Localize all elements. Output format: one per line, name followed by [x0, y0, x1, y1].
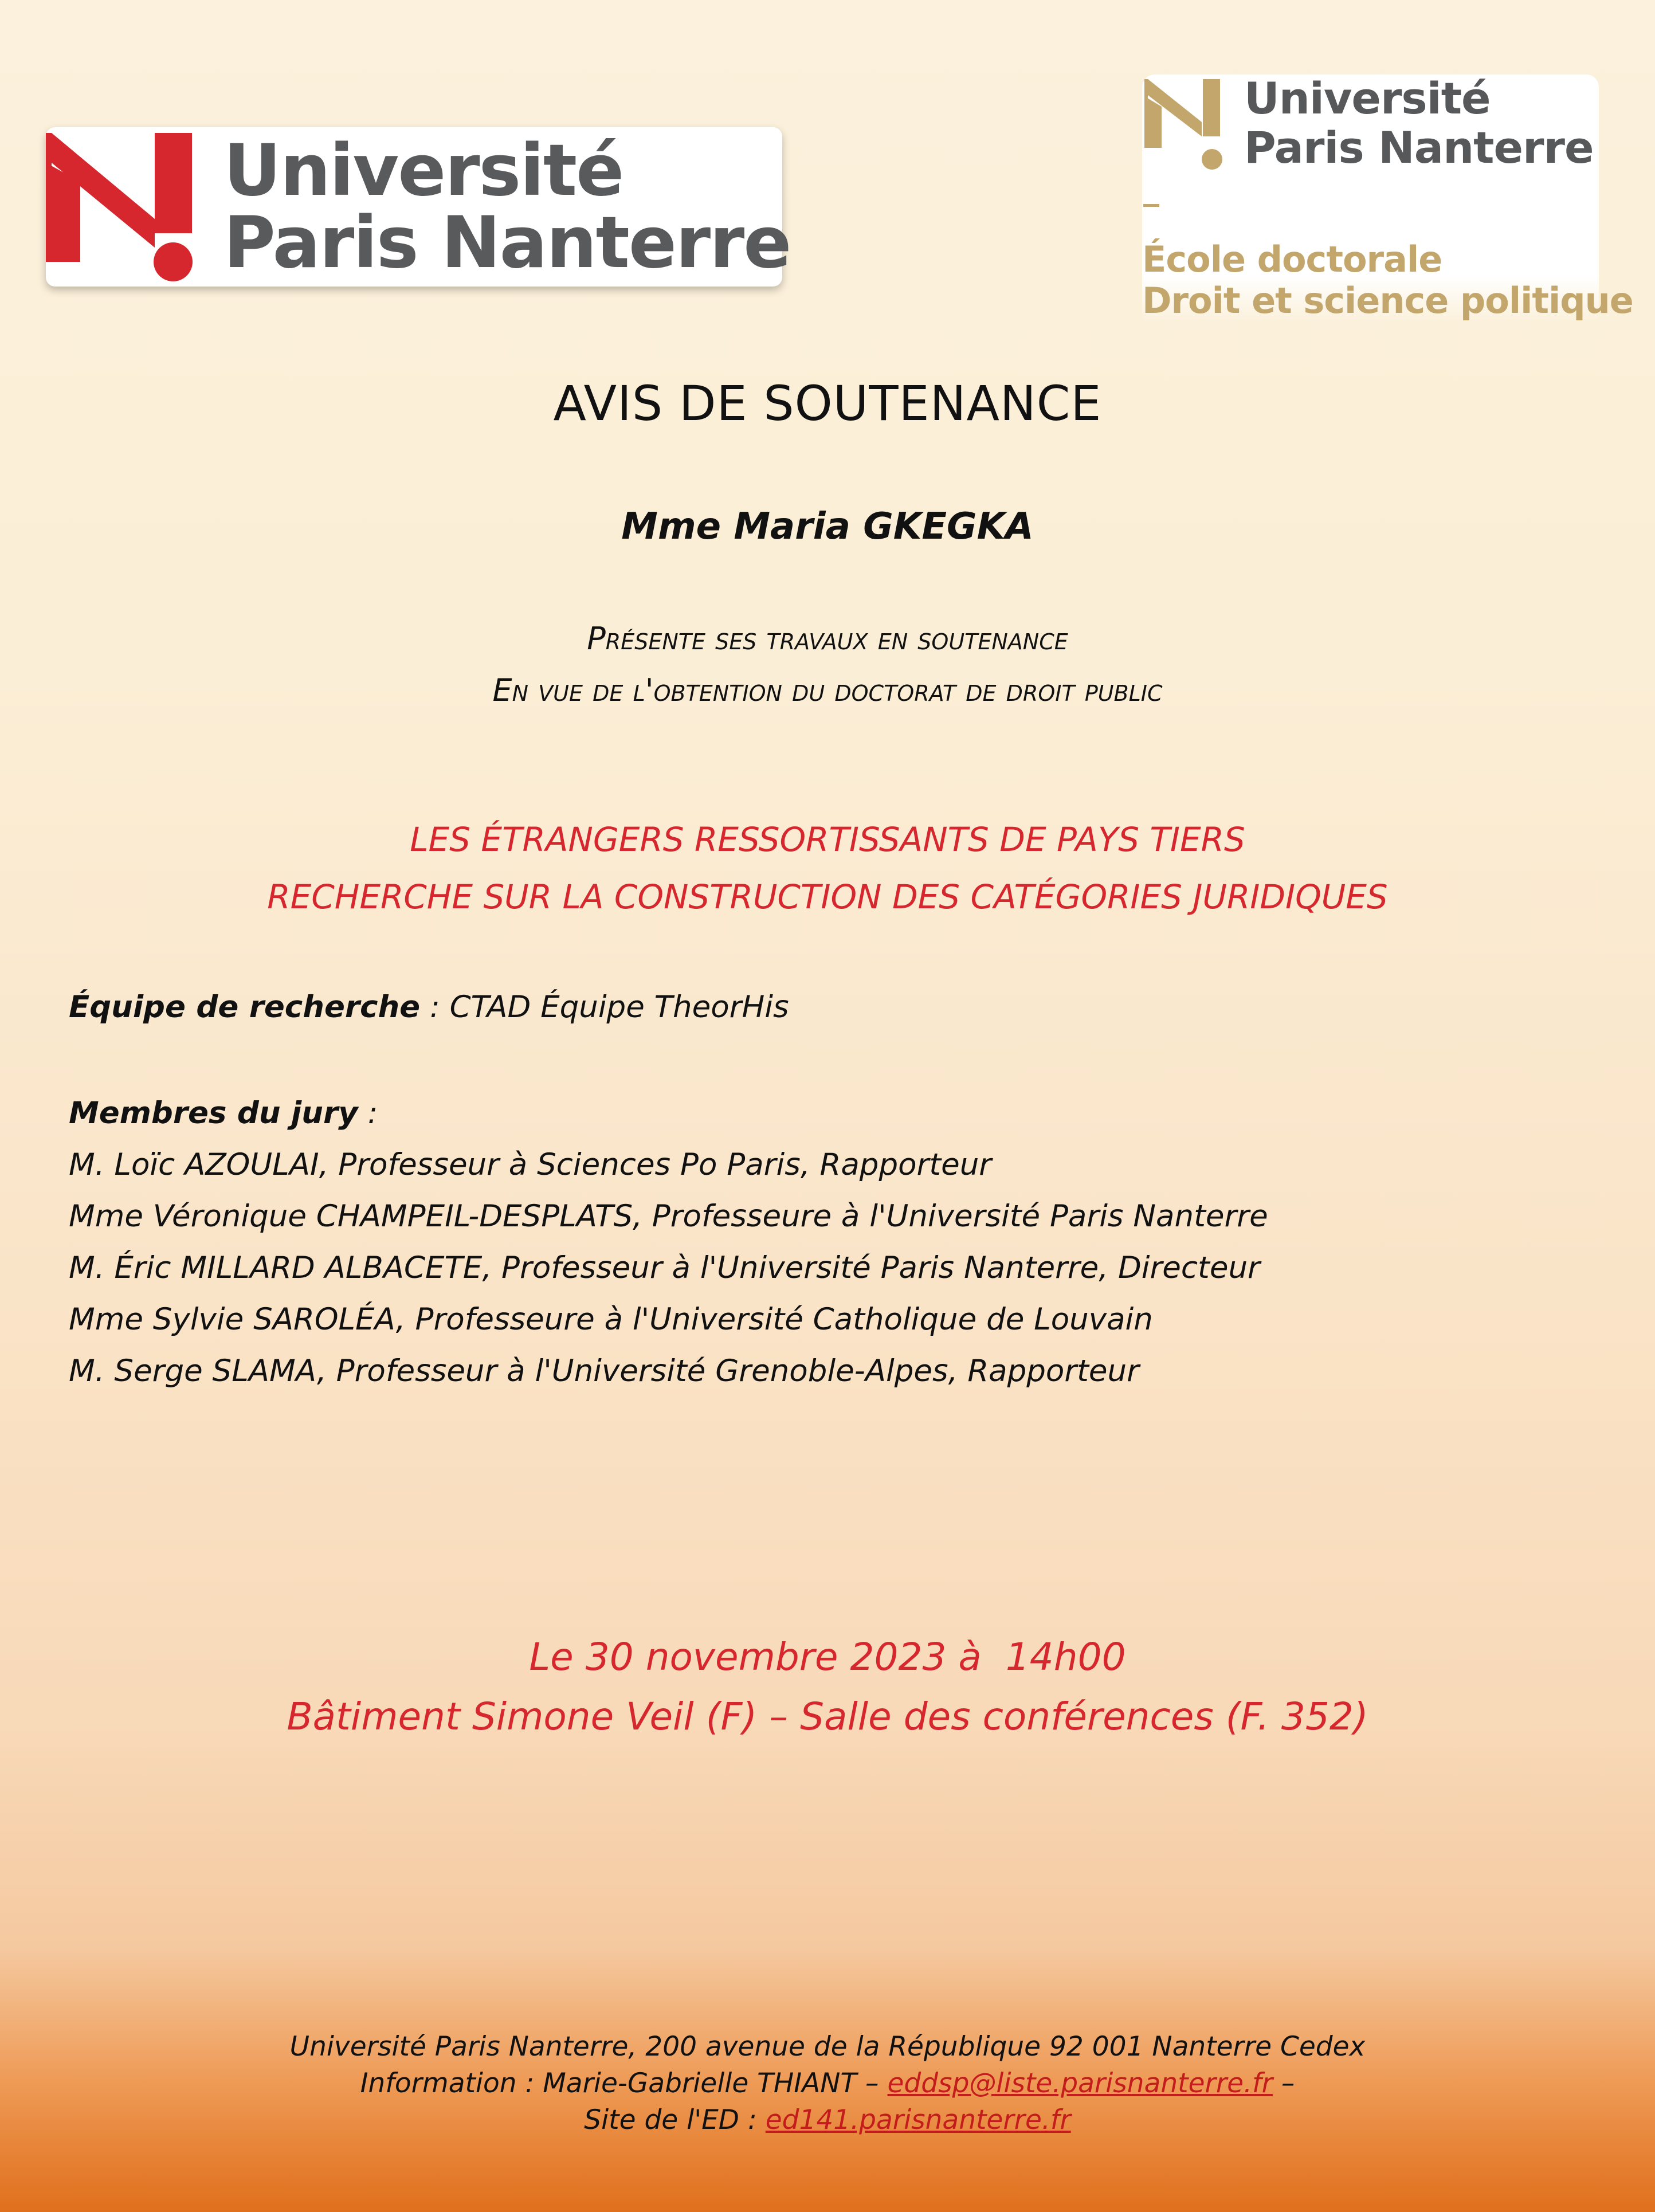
university-name-line2: Paris Nanterre [223, 202, 791, 284]
footer-address: Université Paris Nanterre, 200 avenue de la République 92 001 Nanterre Cedex [289, 2031, 1366, 2062]
jury-section [69, 1088, 1268, 1397]
jury-member: M. Éric MILLARD ALBACETE, Professeur à l'Université Paris Nanterre, Directeur [69, 1250, 1260, 1285]
doctoral-school-logo [1142, 73, 1633, 325]
research-team [69, 982, 789, 1033]
footer-information [0, 2065, 1655, 2102]
thesis-title-line2: RECHERCHE SUR LA CONSTRUCTION DES CATÉGORIES JURIDIQUES [267, 877, 1388, 916]
research-team-value: : CTAD Équipe TheorHis [420, 990, 789, 1025]
jury-label-suffix: : [358, 1096, 378, 1131]
footer-info-suffix: – [1272, 2068, 1295, 2099]
footer-site-prefix: Site de l'ED : [584, 2104, 766, 2136]
footer-info-prefix: Information : Marie-Gabrielle THIANT – [360, 2068, 888, 2099]
jury-heading [69, 1088, 1268, 1139]
footer-site [0, 2102, 1655, 2139]
thesis-title [0, 811, 1655, 925]
nanterre-logo-mark-icon [46, 127, 218, 287]
notice-title: AVIS DE SOUTENANCE [553, 375, 1102, 432]
candidate-name: Mme Maria GKEGKA [621, 505, 1034, 548]
defense-date: Le 30 novembre 2023 à 14h00 [529, 1635, 1126, 1679]
contact-email-link[interactable]: eddsp@liste.parisnanterre.fr [887, 2068, 1273, 2099]
jury-member: M. Serge SLAMA, Professeur à l'Université Grenoble-Alpes, Rapporteur [69, 1354, 1139, 1389]
jury-member: M. Loïc AZOULAI, Professeur à Sciences Po Paris, Rapporteur [69, 1147, 992, 1182]
ed-school-name-line1: École doctorale [1142, 238, 1442, 280]
ed-logo-divider [1143, 204, 1159, 207]
ed-school-name-line2: Droit et science politique [1142, 280, 1633, 321]
research-team-label: Équipe de recherche [69, 990, 421, 1025]
intro-line1: Présente ses travaux en soutenance [587, 621, 1068, 657]
jury-member: Mme Sylvie SAROLÉA, Professeure à l'Université Catholique de Louvain [69, 1302, 1153, 1337]
nanterre-logo-mark-gold-icon [1144, 79, 1230, 177]
ed-university-name-line1: Université [1244, 73, 1491, 124]
intro-line2: En vue de l'obtention du doctorat de droit public [492, 672, 1163, 708]
university-logo [46, 127, 791, 287]
jury-member: Mme Véronique CHAMPEIL-DESPLATS, Professeure à l'Université Paris Nanterre [69, 1199, 1268, 1234]
university-name-line1: Université [223, 130, 623, 212]
defense-place: Bâtiment Simone Veil (F) – Salle des conférences (F. 352) [287, 1695, 1368, 1739]
jury-label: Membres du jury [69, 1096, 358, 1131]
ed-university-name-line2: Paris Nanterre [1244, 122, 1594, 173]
ed-website-link[interactable]: ed141.parisnanterre.fr [765, 2104, 1071, 2136]
footer [0, 2029, 1655, 2139]
defense-schedule [0, 1627, 1655, 1747]
thesis-title-line1: LES ÉTRANGERS RESSORTISSANTS DE PAYS TIERS [410, 820, 1245, 859]
intro-text [0, 613, 1655, 716]
